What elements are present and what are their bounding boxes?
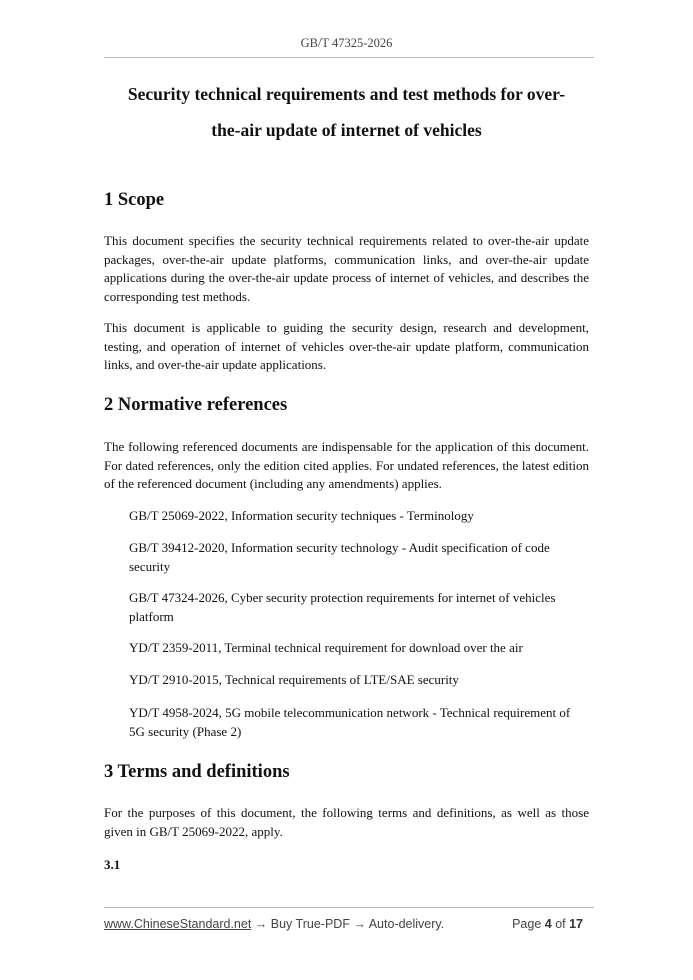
reference-item: YD/T 4958-2024, 5G mobile telecommunication network - Technical requirement of 5G security (Phase 2) xyxy=(129,705,571,739)
page-label: Page xyxy=(512,917,545,931)
section-heading-scope: 1 Scope xyxy=(104,190,165,210)
total-pages-number: 17 xyxy=(569,917,583,931)
arrow-icon: → xyxy=(251,917,271,931)
reference-item: GB/T 25069-2022, Information security techniques - Terminology xyxy=(129,508,474,523)
arrow-icon: → xyxy=(349,917,369,931)
header-divider xyxy=(104,57,594,58)
clause-number: 3.1 xyxy=(104,857,121,872)
normative-references-intro: The following referenced documents are indispensable for the application of this document. For dated references, only the edition cited applies. For undated references, the latest edition of the referenced document (including any amendments) applies. xyxy=(104,439,589,491)
reference-item: GB/T 47324-2026, Cyber security protection requirements for internet of vehicles platform xyxy=(129,590,556,624)
reference-item: YD/T 2359-2011, Terminal technical requirement for download over the air xyxy=(129,640,523,655)
page-indicator xyxy=(512,917,583,931)
current-page-number: 4 xyxy=(544,917,552,931)
section-heading-terms-and-definitions: 3 Terms and definitions xyxy=(104,762,290,782)
buy-pdf-text: Buy True-PDF xyxy=(270,917,350,931)
scope-paragraph-1: This document specifies the security technical requirements related to over-the-air update packages, over-the-air update platforms, communication links, and over-the-air update applications during the over-the-air update process of internet of vehicles, and describes the corresponding test methods. xyxy=(104,233,589,304)
document-title-line-2: the-air update of internet of vehicles xyxy=(211,120,482,140)
terms-intro: For the purposes of this document, the following terms and definitions, as well as those given in GB/T 25069-2022, apply. xyxy=(104,805,589,839)
footer-divider xyxy=(104,907,594,908)
standard-code-header: GB/T 47325-2026 xyxy=(300,36,393,50)
scope-paragraph-2: This document is applicable to guiding the security design, research and development, testing, and operation of internet of vehicles over-the-air update platform, communication links, and over-the-air update applications. xyxy=(104,320,589,372)
of-label: of xyxy=(551,917,570,931)
document-title-line-1: Security technical requirements and test methods for over- xyxy=(127,84,566,104)
site-link[interactable]: www.ChineseStandard.net xyxy=(104,917,252,931)
auto-delivery-text: Auto-delivery. xyxy=(368,917,445,931)
reference-item: GB/T 39412-2020, Information security technology - Audit specification of code security xyxy=(129,540,550,574)
reference-item: YD/T 2910-2015, Technical requirements of LTE/SAE security xyxy=(129,672,459,687)
footer-promo xyxy=(104,917,444,931)
section-heading-normative-references: 2 Normative references xyxy=(104,395,288,415)
